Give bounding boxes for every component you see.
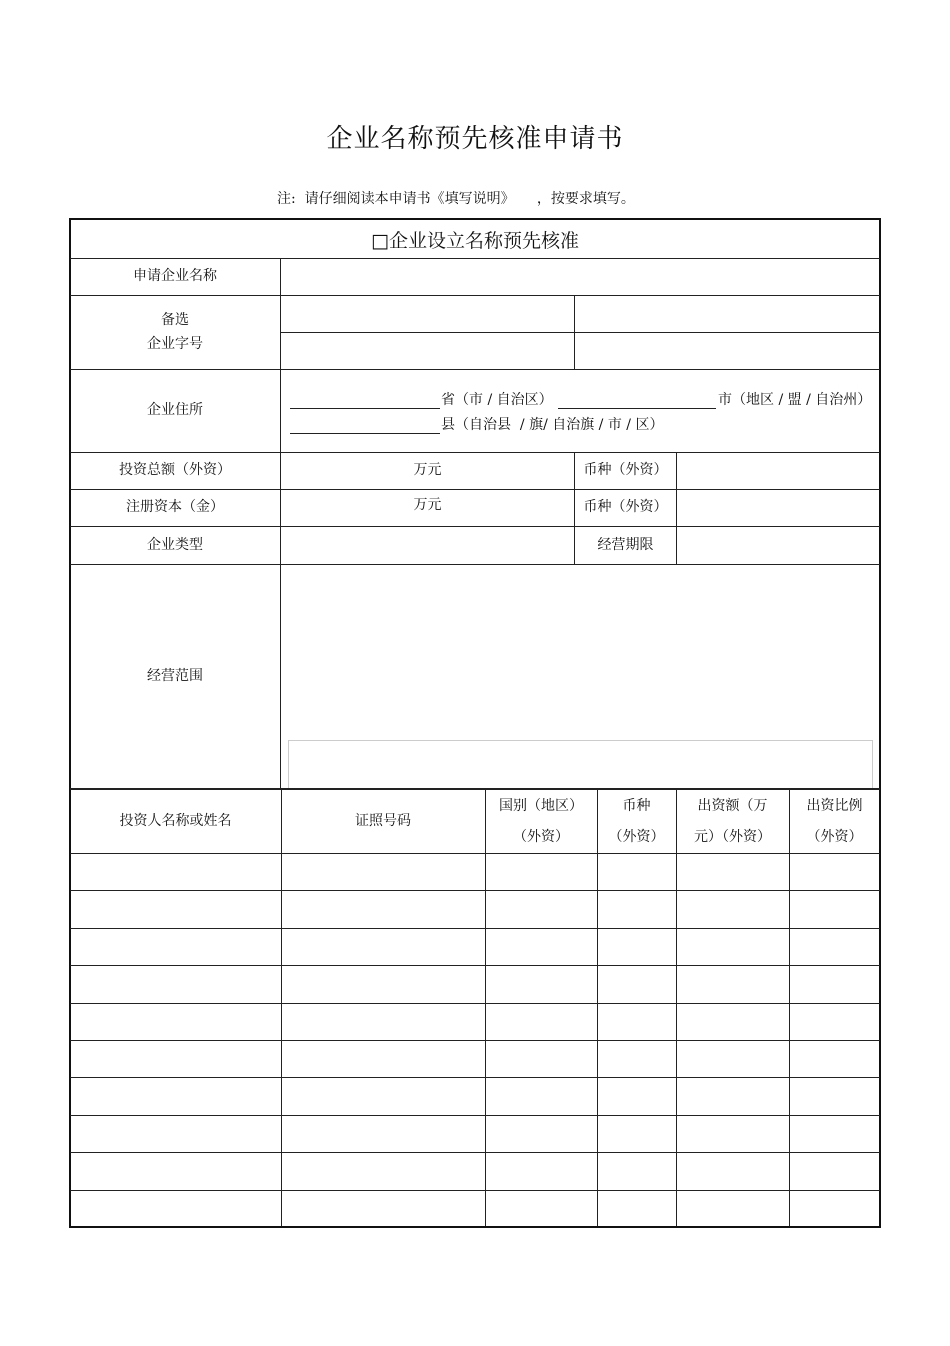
business-scope-label: 经营范围 xyxy=(147,667,203,684)
investor-row-cell[interactable] xyxy=(676,928,789,965)
city-blank[interactable] xyxy=(558,408,716,409)
page-title: 企业名称预先核准申请书 xyxy=(326,124,624,154)
investor-row-cell[interactable] xyxy=(597,1077,676,1114)
investor-row-cell[interactable] xyxy=(789,1040,880,1077)
investor-row-cell[interactable] xyxy=(70,1190,281,1227)
investor-row-cell[interactable] xyxy=(281,928,485,965)
investor-row-cell[interactable] xyxy=(597,928,676,965)
currency-label-2: 币种（外资） xyxy=(583,499,668,516)
investor-row-cell[interactable] xyxy=(485,1190,597,1227)
investor-row-cell[interactable] xyxy=(597,890,676,927)
investor-row-cell[interactable] xyxy=(281,1003,485,1040)
total-investment-unit[interactable]: 万元 xyxy=(413,462,442,479)
city-suffix: 市（地区 / 盟 / 自治州） xyxy=(718,392,872,408)
investor-row-cell[interactable] xyxy=(485,890,597,927)
investor-row-cell[interactable] xyxy=(789,1190,880,1227)
investor-row-cell[interactable] xyxy=(70,890,281,927)
company-name-field[interactable] xyxy=(281,259,880,295)
investor-row-cell[interactable] xyxy=(70,965,281,1002)
investor-col-header-0: 投资人名称或姓名 xyxy=(119,813,232,830)
instruction-note: 注: 请仔细阅读本申请书《填写说明》 ，按要求填写。 xyxy=(277,191,635,207)
county-suffix: 县（自治县 / 旗/ 自治旗 / 市 / 区） xyxy=(441,417,664,433)
investor-row-cell[interactable] xyxy=(281,1115,485,1152)
investor-row-cell[interactable] xyxy=(789,853,880,890)
term-field[interactable] xyxy=(677,527,880,564)
form-section-header[interactable]: □企业设立名称预先核准 xyxy=(371,229,579,252)
investor-row-cell[interactable] xyxy=(70,1040,281,1077)
investor-row-cell[interactable] xyxy=(676,1040,789,1077)
investor-row-cell[interactable] xyxy=(676,1190,789,1227)
investor-row-cell[interactable] xyxy=(70,1003,281,1040)
investor-row-cell[interactable] xyxy=(70,1115,281,1152)
investor-row-cell[interactable] xyxy=(485,1003,597,1040)
term-label: 经营期限 xyxy=(597,536,654,553)
province-blank[interactable] xyxy=(290,408,440,409)
investor-row-cell[interactable] xyxy=(281,890,485,927)
investor-row-cell[interactable] xyxy=(789,1152,880,1189)
investor-row-cell[interactable] xyxy=(597,1040,676,1077)
investor-row-cell[interactable] xyxy=(281,1040,485,1077)
investor-row-cell[interactable] xyxy=(70,928,281,965)
investor-row-cell[interactable] xyxy=(676,890,789,927)
currency-label-1: 币种（外资） xyxy=(583,462,668,479)
business-scope-inner-box xyxy=(288,740,873,788)
investor-row-cell[interactable] xyxy=(70,1152,281,1189)
investor-row-cell[interactable] xyxy=(597,1190,676,1227)
company-type-label: 企业类型 xyxy=(147,536,203,553)
investor-row-cell[interactable] xyxy=(281,1152,485,1189)
alt-name-field-4[interactable] xyxy=(575,333,880,369)
address-label: 企业住所 xyxy=(147,402,203,419)
investor-row-cell[interactable] xyxy=(676,1152,789,1189)
investor-col-header-5: 出资比例 （外资） xyxy=(806,797,863,845)
investor-row-cell[interactable] xyxy=(485,1040,597,1077)
county-blank[interactable] xyxy=(290,433,440,434)
investor-col-header-2: 国别（地区） （外资） xyxy=(499,797,583,845)
investor-row-cell[interactable] xyxy=(789,1003,880,1040)
investor-row-cell[interactable] xyxy=(70,1077,281,1114)
investor-row-cell[interactable] xyxy=(485,853,597,890)
investor-row-cell[interactable] xyxy=(676,1115,789,1152)
investor-row-cell[interactable] xyxy=(789,890,880,927)
investor-row-cell[interactable] xyxy=(676,1077,789,1114)
alt-names-label: 备选 企业字号 xyxy=(147,311,203,352)
company-type-field[interactable] xyxy=(281,527,574,564)
investor-row-cell[interactable] xyxy=(597,853,676,890)
alt-name-field-3[interactable] xyxy=(281,333,574,369)
currency-field-2[interactable] xyxy=(677,490,880,526)
investor-col-header-3: 币种 （外资） xyxy=(608,797,665,845)
investor-row-cell[interactable] xyxy=(676,853,789,890)
investor-row-cell[interactable] xyxy=(281,853,485,890)
alt-name-field-1[interactable] xyxy=(281,296,574,332)
total-investment-label: 投资总额（外资） xyxy=(119,462,231,479)
company-name-label: 申请企业名称 xyxy=(133,268,217,285)
investor-row-cell[interactable] xyxy=(789,1115,880,1152)
investor-row-cell[interactable] xyxy=(281,965,485,1002)
province-suffix: 省（市 / 自治区） xyxy=(441,392,553,408)
investor-row-cell[interactable] xyxy=(281,1190,485,1227)
investor-row-cell[interactable] xyxy=(485,1077,597,1114)
investor-row-cell[interactable] xyxy=(70,853,281,890)
investor-row-cell[interactable] xyxy=(676,1003,789,1040)
investor-row-cell[interactable] xyxy=(485,1152,597,1189)
currency-field-1[interactable] xyxy=(677,453,880,489)
investor-row-cell[interactable] xyxy=(789,928,880,965)
investor-row-cell[interactable] xyxy=(789,1077,880,1114)
investor-row-cell[interactable] xyxy=(597,1115,676,1152)
investor-row-cell[interactable] xyxy=(597,1152,676,1189)
registered-capital-unit[interactable]: 万元 xyxy=(413,497,442,514)
alt-name-field-2[interactable] xyxy=(575,296,880,332)
investor-row-cell[interactable] xyxy=(597,965,676,1002)
investor-col-header-4: 出资额（万 元）（外资） xyxy=(694,797,771,845)
investor-row-cell[interactable] xyxy=(485,965,597,1002)
registered-capital-label: 注册资本（金） xyxy=(126,499,224,516)
investor-row-cell[interactable] xyxy=(676,965,789,1002)
investor-row-cell[interactable] xyxy=(597,1003,676,1040)
investor-row-cell[interactable] xyxy=(485,928,597,965)
investor-row-cell[interactable] xyxy=(485,1115,597,1152)
investor-row-cell[interactable] xyxy=(281,1077,485,1114)
investor-row-cell[interactable] xyxy=(789,965,880,1002)
investor-col-header-1: 证照号码 xyxy=(355,813,411,830)
